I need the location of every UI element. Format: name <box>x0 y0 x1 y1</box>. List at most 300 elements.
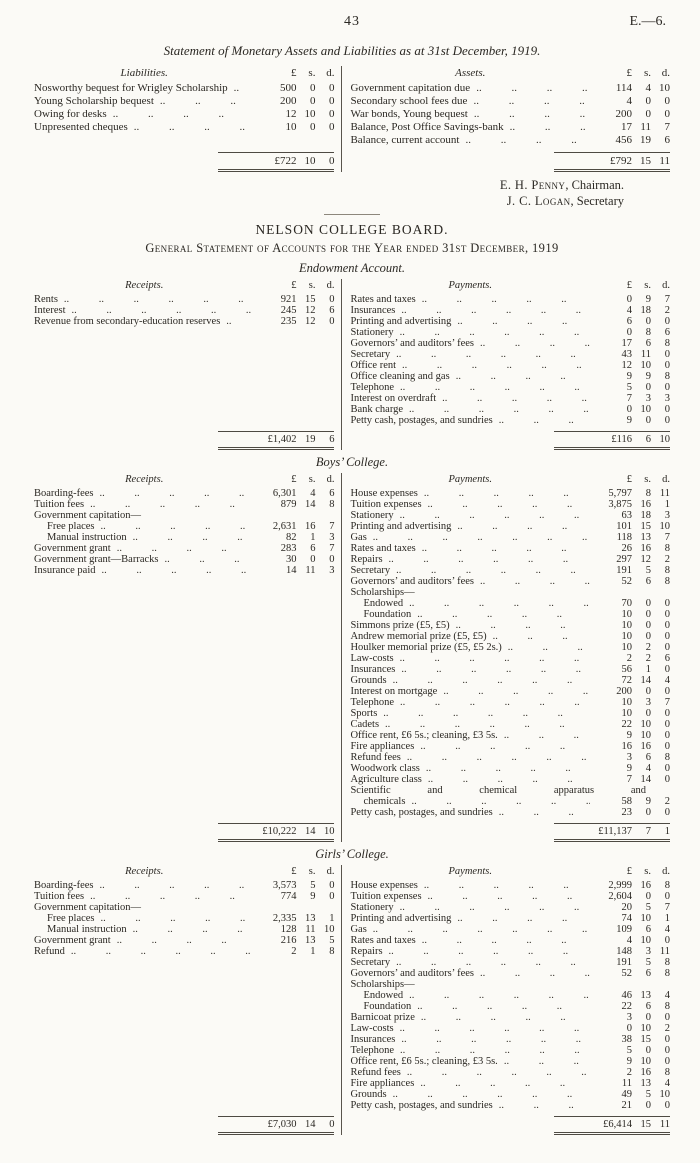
total-pounds: £792 <box>610 155 632 167</box>
ledger-row <box>350 708 670 719</box>
amount-shillings: 14 <box>640 675 651 686</box>
row-label: Woodwork class <box>350 763 420 774</box>
row-label: Rates and taxes <box>350 543 416 554</box>
amount-shillings: 0 <box>645 95 651 107</box>
ledger-row <box>350 664 670 675</box>
row-label: Telephone <box>350 697 395 708</box>
amount-shillings: 16 <box>640 1067 651 1078</box>
amount-pounds: 26 <box>621 543 632 554</box>
amount-pence: 11 <box>659 946 670 957</box>
amount-shillings: 1 <box>310 532 316 543</box>
column-heading: Payments. <box>448 280 492 291</box>
money-column-headers <box>254 473 334 486</box>
row-label: Tuition expenses <box>350 891 422 902</box>
boys-college-table <box>34 473 670 842</box>
amount-pence: 8 <box>329 946 335 957</box>
ledger-row <box>350 741 670 752</box>
amount-shillings: 13 <box>640 990 651 1001</box>
leader-dots <box>128 121 255 134</box>
amount-shillings: 8 <box>645 488 651 499</box>
amount-pounds: 7 <box>626 774 632 785</box>
amount-pence: 0 <box>664 1100 670 1111</box>
leader-dots <box>504 121 590 134</box>
ledger-row <box>34 902 334 913</box>
row-label: Revenue from secondary-education reserves <box>34 316 221 327</box>
amount-shillings: 6 <box>645 1001 651 1012</box>
row-label: Boarding-fees <box>34 880 94 891</box>
ledger-row <box>350 935 670 946</box>
amount-pounds: 191 <box>616 565 632 576</box>
row-label: Office rent <box>350 360 397 371</box>
amount-shillings: 0 <box>645 609 651 620</box>
amount-pounds: 128 <box>280 924 297 935</box>
amount-shillings: 18 <box>640 510 651 521</box>
pence-column-header: d. <box>326 280 335 291</box>
amount-pounds: 216 <box>280 935 297 946</box>
row-label: Insurances <box>350 664 396 675</box>
amount-shillings: 6 <box>645 752 651 763</box>
amount-shillings: 5 <box>645 1089 651 1100</box>
amount-pounds: 52 <box>621 968 632 979</box>
row-label: Interest on mortgage <box>350 686 438 697</box>
row-label: chemicals <box>363 796 406 807</box>
column-header <box>34 66 334 80</box>
row-label: Tuition fees <box>34 891 85 902</box>
amount-pounds: 16 <box>621 741 632 752</box>
leader-dots <box>377 708 590 719</box>
amount-shillings: 5 <box>645 565 651 576</box>
ledger-row <box>350 532 670 543</box>
leader-dots <box>498 730 590 741</box>
amount-pounds: 12 <box>621 360 632 371</box>
amount-pounds: 297 <box>616 554 632 565</box>
row-label: Tuition fees <box>34 499 85 510</box>
amount-shillings: 0 <box>645 316 651 327</box>
row-label: Refund fees <box>350 1067 401 1078</box>
leader-dots <box>493 807 590 818</box>
leader-dots <box>390 565 590 576</box>
amount-pounds: 22 <box>621 1001 632 1012</box>
secretary-name: J. C. Logan <box>506 194 571 208</box>
amount-shillings: 0 <box>309 121 316 133</box>
amount-pence: 0 <box>664 95 670 107</box>
amount-pounds: 46 <box>621 990 632 1001</box>
amount-pence: 0 <box>328 121 335 133</box>
row-label: Interest on overdraft <box>350 393 437 404</box>
total-pence: 0 <box>328 155 335 167</box>
amount-shillings: 16 <box>640 499 651 510</box>
amount-shillings: 12 <box>304 305 316 316</box>
ledger-row <box>350 719 670 730</box>
separator-rule <box>324 214 380 215</box>
leader-dots <box>367 924 590 935</box>
amount-shillings: 10 <box>640 719 651 730</box>
amount-shillings: 16 <box>640 741 651 752</box>
amount-shillings: 10 <box>640 913 651 924</box>
amount-pounds: 283 <box>280 543 297 554</box>
total-pounds: £116 <box>611 434 632 445</box>
leader-dots <box>111 543 255 554</box>
row-label: Cadets <box>350 719 380 730</box>
leader-dots <box>418 880 590 891</box>
leader-dots <box>470 82 590 95</box>
leader-dots <box>451 521 590 532</box>
amount-pence: 3 <box>329 565 335 576</box>
ledger-row <box>350 1045 670 1056</box>
amount-pounds: 5 <box>626 382 632 393</box>
amount-shillings: 12 <box>304 316 316 327</box>
amount-pounds: 774 <box>280 891 297 902</box>
amount-pounds: 22 <box>621 719 632 730</box>
leader-dots <box>394 1023 590 1034</box>
amount-pence: 0 <box>664 741 670 752</box>
girls-payments-column <box>342 865 670 1135</box>
column-total <box>34 818 334 842</box>
leader-dots <box>411 1001 590 1012</box>
amount-pence: 0 <box>664 935 670 946</box>
assets-column <box>342 66 670 172</box>
amount-pence: 0 <box>329 294 335 305</box>
ledger-row <box>350 108 670 121</box>
column-heading: Receipts. <box>125 280 164 291</box>
ledger-row <box>350 1089 670 1100</box>
amount-pounds: 200 <box>615 108 632 120</box>
total-pence: 10 <box>323 826 335 837</box>
leader-dots <box>394 1045 590 1056</box>
amount-pounds: 2 <box>291 946 297 957</box>
column-header <box>34 865 334 878</box>
pence-column-header: d. <box>662 474 670 485</box>
amount-pence: 7 <box>664 902 670 913</box>
column-header <box>350 473 670 486</box>
ledger-row <box>34 924 334 935</box>
amount-shillings: 0 <box>645 631 651 642</box>
row-label: Stationery <box>350 902 394 913</box>
column-heading: Payments. <box>448 474 492 485</box>
row-label: Sports <box>350 708 378 719</box>
row-label: Printing and advertising <box>350 913 452 924</box>
ledger-row <box>34 913 334 924</box>
amount-pounds: 6 <box>626 316 632 327</box>
leader-dots <box>436 393 590 404</box>
amount-pounds: 10 <box>621 631 632 642</box>
row-label: Government grant <box>34 543 111 554</box>
ledger-row <box>350 1023 670 1034</box>
total-amount <box>554 823 670 842</box>
shillings-column-header: s. <box>644 280 651 291</box>
amount-pounds: 2 <box>626 1067 632 1078</box>
leader-dots <box>396 360 590 371</box>
amount-shillings: 0 <box>645 807 651 818</box>
ledger-row <box>350 499 670 510</box>
amount-shillings: 0 <box>645 415 651 426</box>
leader-dots <box>493 415 590 426</box>
row-label: Petty cash, postages, and sundries <box>350 415 493 426</box>
leader-dots <box>474 968 590 979</box>
ledger-row <box>34 305 334 316</box>
page-number: 43 <box>344 14 360 29</box>
ledger-row <box>350 902 670 913</box>
amount-pence: 8 <box>664 1001 670 1012</box>
amount-pounds: 9 <box>626 730 632 741</box>
leader-dots <box>467 95 590 108</box>
ledger-row <box>34 316 334 327</box>
amount-pence: 8 <box>664 338 670 349</box>
leader-dots <box>93 488 254 499</box>
row-label: Stationery <box>350 510 394 521</box>
leader-dots <box>394 510 590 521</box>
row-label: House expenses <box>350 488 418 499</box>
row-label: Government grant—Barracks <box>34 554 159 565</box>
amount-pounds: 921 <box>280 294 297 305</box>
total-pounds: £11,137 <box>598 826 632 837</box>
amount-pence: 0 <box>664 316 670 327</box>
ledger-row <box>34 510 334 521</box>
ledger-row <box>350 686 670 697</box>
ledger-row <box>350 488 670 499</box>
amount-pounds: 10 <box>621 642 632 653</box>
ledger-row <box>350 979 670 990</box>
shillings-column-header: s. <box>643 67 651 79</box>
row-label: Secretary <box>350 565 391 576</box>
amount-pence: 0 <box>664 774 670 785</box>
amount-pence: 0 <box>664 708 670 719</box>
ledger-row <box>34 554 334 565</box>
ledger-row <box>350 349 670 360</box>
amount-shillings: 2 <box>645 642 651 653</box>
leader-dots <box>127 532 255 543</box>
ledger-row <box>350 990 670 1001</box>
amount-pence: 3 <box>664 510 670 521</box>
amount-pence: 7 <box>664 697 670 708</box>
ledger-row <box>34 108 334 121</box>
ledger-row <box>350 730 670 741</box>
amount-shillings: 14 <box>304 499 316 510</box>
amount-pounds: 0 <box>626 327 632 338</box>
ledger-row <box>34 565 334 576</box>
amount-shillings: 1 <box>645 664 651 675</box>
row-label: Law-costs <box>350 653 394 664</box>
ledger-row <box>350 675 670 686</box>
row-label: Scholarships— <box>350 979 415 990</box>
amount-pounds: 52 <box>621 576 632 587</box>
money-column-headers <box>590 279 670 292</box>
row-label: Governors’ and auditors’ fees <box>350 968 474 979</box>
leader-dots <box>493 1100 590 1111</box>
leader-dots <box>379 719 590 730</box>
amount-pence: 4 <box>664 990 670 1001</box>
leader-dots <box>387 1089 590 1100</box>
leader-dots <box>66 305 255 316</box>
leader-dots <box>401 1067 590 1078</box>
ledger-row <box>350 891 670 902</box>
leader-dots <box>420 763 590 774</box>
row-label: Endowed <box>363 598 404 609</box>
ledger-row <box>350 121 670 134</box>
amount-pence: 6 <box>329 488 335 499</box>
amount-pence: 0 <box>664 620 670 631</box>
row-label: Secondary school fees due <box>350 95 468 107</box>
column-total <box>350 147 670 172</box>
pounds-column-header: £ <box>626 67 632 79</box>
amount-pounds: 500 <box>279 82 297 94</box>
row-label: Endowed <box>363 990 404 1001</box>
ledger-row <box>34 521 334 532</box>
total-amount <box>554 152 670 172</box>
amount-shillings: 5 <box>310 880 316 891</box>
row-label: Unpresented cheques <box>34 121 128 133</box>
amount-pence: 6 <box>664 327 670 338</box>
amount-pence: 7 <box>664 294 670 305</box>
amount-pounds: 10 <box>621 697 632 708</box>
leader-dots <box>58 294 255 305</box>
ledger-row <box>350 316 670 327</box>
row-label: Rents <box>34 294 58 305</box>
leader-dots <box>383 946 590 957</box>
amount-pounds: 2,335 <box>272 913 297 924</box>
amount-pounds: 2 <box>626 653 632 664</box>
row-label: Telephone <box>350 1045 395 1056</box>
amount-pence: 0 <box>664 730 670 741</box>
amount-pounds: 5,797 <box>608 488 632 499</box>
leader-dots <box>395 1034 590 1045</box>
signature-chairman <box>34 177 624 193</box>
section-title-endowment: Endowment Account. <box>299 261 405 275</box>
leader-dots <box>84 499 254 510</box>
ledger-row <box>350 415 670 426</box>
row-label: Rates and taxes <box>350 294 416 305</box>
leader-dots <box>395 664 590 675</box>
amount-pounds: 148 <box>616 946 632 957</box>
shillings-column-header: s. <box>308 67 316 79</box>
row-label: Telephone <box>350 382 395 393</box>
amount-pence: 0 <box>664 1034 670 1045</box>
total-amount <box>554 431 670 450</box>
amount-pounds: 200 <box>279 95 297 107</box>
row-label: Manual instruction <box>47 924 127 935</box>
leader-dots <box>394 382 590 393</box>
amount-pence: 8 <box>664 565 670 576</box>
amount-shillings: 13 <box>304 935 316 946</box>
ledger-row <box>350 1012 670 1023</box>
leader-dots <box>418 488 590 499</box>
column-total <box>34 1111 334 1135</box>
total-shillings: 15 <box>640 1119 651 1130</box>
amount-pence: 6 <box>664 653 670 664</box>
money-column-headers <box>254 865 334 878</box>
row-label: Petty cash, postages, and sundries <box>350 1100 493 1111</box>
leader-dots <box>394 327 590 338</box>
amount-pounds: 456 <box>615 134 632 146</box>
amount-pence: 1 <box>664 499 670 510</box>
amount-shillings: 9 <box>310 891 316 902</box>
amount-pence: 0 <box>664 719 670 730</box>
leader-dots <box>498 1056 590 1067</box>
leader-dots <box>390 957 590 968</box>
row-label: Young Scholarship bequest <box>34 95 154 107</box>
amount-shillings: 3 <box>645 697 651 708</box>
column-header <box>350 865 670 878</box>
pence-column-header: d. <box>326 866 335 877</box>
row-label: Interest <box>34 305 66 316</box>
amount-pounds: 72 <box>621 675 632 686</box>
ledger-row <box>350 543 670 554</box>
total-pence: 11 <box>659 1119 670 1130</box>
amount-shillings: 0 <box>645 1045 651 1056</box>
amount-pence: 10 <box>659 82 670 94</box>
amount-pence: 10 <box>659 521 670 532</box>
row-label: Houlker memorial prize (£5, £5 2s.) <box>350 642 502 653</box>
column-total <box>350 1111 670 1135</box>
amount-pence: 8 <box>664 752 670 763</box>
amount-pence: 11 <box>659 488 670 499</box>
row-label: Foundation <box>363 1001 412 1012</box>
total-amount <box>218 1116 334 1135</box>
leader-dots <box>394 653 590 664</box>
chairman-role: , Chairman. <box>565 178 624 192</box>
row-label: Free places <box>47 521 95 532</box>
amount-pounds: 101 <box>616 521 632 532</box>
leader-dots <box>422 774 590 785</box>
row-label: Governors’ and auditors’ fees <box>350 338 474 349</box>
amount-pounds: 43 <box>621 349 632 360</box>
amount-pounds: 20 <box>621 902 632 913</box>
total-pence: 6 <box>329 434 335 445</box>
shillings-column-header: s. <box>308 866 316 877</box>
row-label: Balance, Post Office Savings-bank <box>350 121 504 133</box>
total-amount <box>218 431 334 450</box>
ledger-row <box>350 327 670 338</box>
row-label: Office cleaning and gas <box>350 371 450 382</box>
column-total <box>34 426 334 450</box>
row-label: Secretary <box>350 957 391 968</box>
amount-pounds: 6,301 <box>272 488 297 499</box>
leader-dots <box>411 609 590 620</box>
ledger-row <box>350 82 670 95</box>
leader-dots <box>450 620 590 631</box>
amount-pounds: 17 <box>621 121 632 133</box>
ledger-row <box>350 1034 670 1045</box>
amount-shillings: 3 <box>645 946 651 957</box>
amount-pounds: 0 <box>626 1023 632 1034</box>
leader-dots <box>474 576 590 587</box>
amount-shillings: 6 <box>645 338 651 349</box>
amount-pence: 7 <box>329 543 335 554</box>
leader-dots <box>414 741 590 752</box>
amount-shillings: 6 <box>645 924 651 935</box>
total-pounds: £1,402 <box>267 434 297 445</box>
amount-shillings: 11 <box>640 121 651 133</box>
amount-pence: 1 <box>329 913 335 924</box>
amount-pence: 8 <box>664 968 670 979</box>
row-label: Insurances <box>350 1034 396 1045</box>
leader-dots <box>403 598 590 609</box>
total-pence: 10 <box>659 434 670 445</box>
amount-pounds: 9 <box>626 763 632 774</box>
row-label: Fire appliances <box>350 1078 415 1089</box>
amount-shillings: 16 <box>640 543 651 554</box>
amount-pence: 0 <box>664 1045 670 1056</box>
row-label: Agriculture class <box>350 774 422 785</box>
pounds-column-header: £ <box>290 67 297 79</box>
leader-dots <box>159 554 255 565</box>
amount-pence: 0 <box>664 598 670 609</box>
ledger-row <box>350 134 670 147</box>
amount-shillings: 11 <box>305 924 316 935</box>
row-label: Grounds <box>350 1089 387 1100</box>
row-label: Scientific and chemical apparatus and <box>350 785 646 796</box>
amount-pounds: 23 <box>621 807 632 818</box>
